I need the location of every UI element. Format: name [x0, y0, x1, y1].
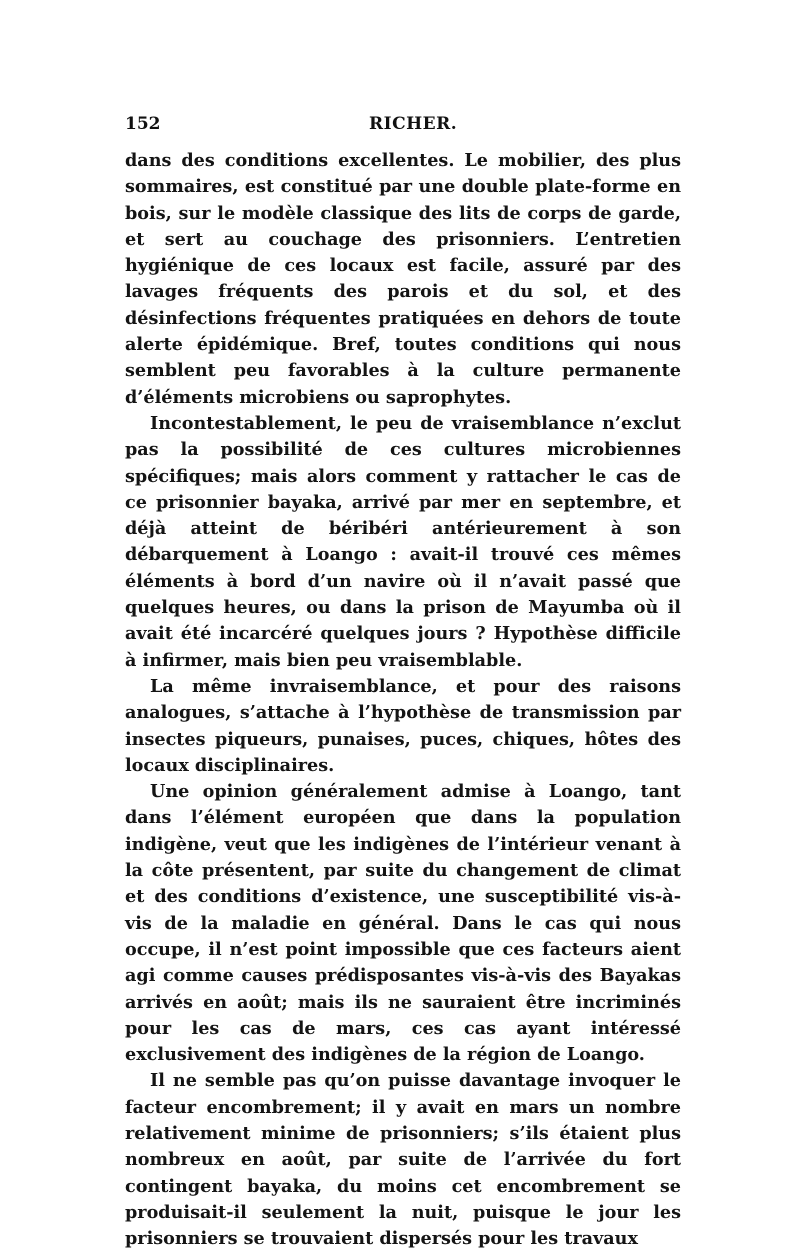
- running-head: RICHER.: [369, 114, 458, 134]
- paragraph: Incontestablement, le peu de vraisemblance n’exclut pas la possibilité de ces cultures microbiennes spécifiques; mais alors comment y rattacher le cas de ce prisonnier bayaka, arrivé par mer en septembre, et déjà atteint de béribéri antérieurement à son débarquement à Loango : avait-il trouvé ces mêmes éléments à bord d’un navire où il n’avait passé que quelques heures, ou dans la prison de Mayumba où il avait été incarcéré quelques jours ? Hypothèse difficile à infirmer, mais bien peu vraisemblable.: [125, 412, 681, 671]
- paragraph: La même invraisemblance, et pour des raisons analogues, s’attache à l’hypothèse de transmission par insectes piqueurs, punaises, puces, chiques, hôtes des locaux disciplinaires.: [125, 675, 681, 776]
- paragraph: Il ne semble pas qu’on puisse davantage invoquer le facteur encombrement; il y avait en mars un nombre relativement minime de prisonniers; s’ils étaient plus nombreux en août, par suite de l’arrivée du fort contingent bayaka, du moins cet encombrement se produisait-il seulement la nuit, puisque le jour les prisonniers se trouvaient dispersés pour les travaux: [125, 1070, 681, 1250]
- page-number: 152: [125, 114, 161, 134]
- paragraph: Une opinion généralement admise à Loango, tant dans l’élément européen que dans la population indigène, veut que les indigènes de l’intérieur venant à la côte présentent, par suite du changement de climat et des conditions d’existence, une susceptibilité vis-à-vis de la maladie en général. Dans le cas qui nous occupe, il n’est point impossible que ces facteurs aient agi comme causes prédisposantes vis-à-vis des Bayakas arrivés en août; mais ils ne sauraient être incriminés pour les cas de mars, ces cas ayant intéressé exclusivement des indigènes de la région de Loango.: [125, 781, 681, 1066]
- page-header: [125, 114, 681, 144]
- body-text: [125, 148, 681, 1252]
- paragraph-continuation: dans des conditions excellentes. Le mobilier, des plus sommaires, est constitué par une double plate-forme en bois, sur le modèle classique des lits de corps de garde, et sert au couchage des prisonniers. L’entretien hygiénique de ces locaux est facile, assuré par des lavages fréquents des parois et du sol, et des désinfections fréquentes pratiquées en dehors de toute alerte épidémique. Bref, toutes conditions qui nous semblent peu favorables à la culture permanente d’éléments microbiens ou saprophytes.: [125, 150, 681, 408]
